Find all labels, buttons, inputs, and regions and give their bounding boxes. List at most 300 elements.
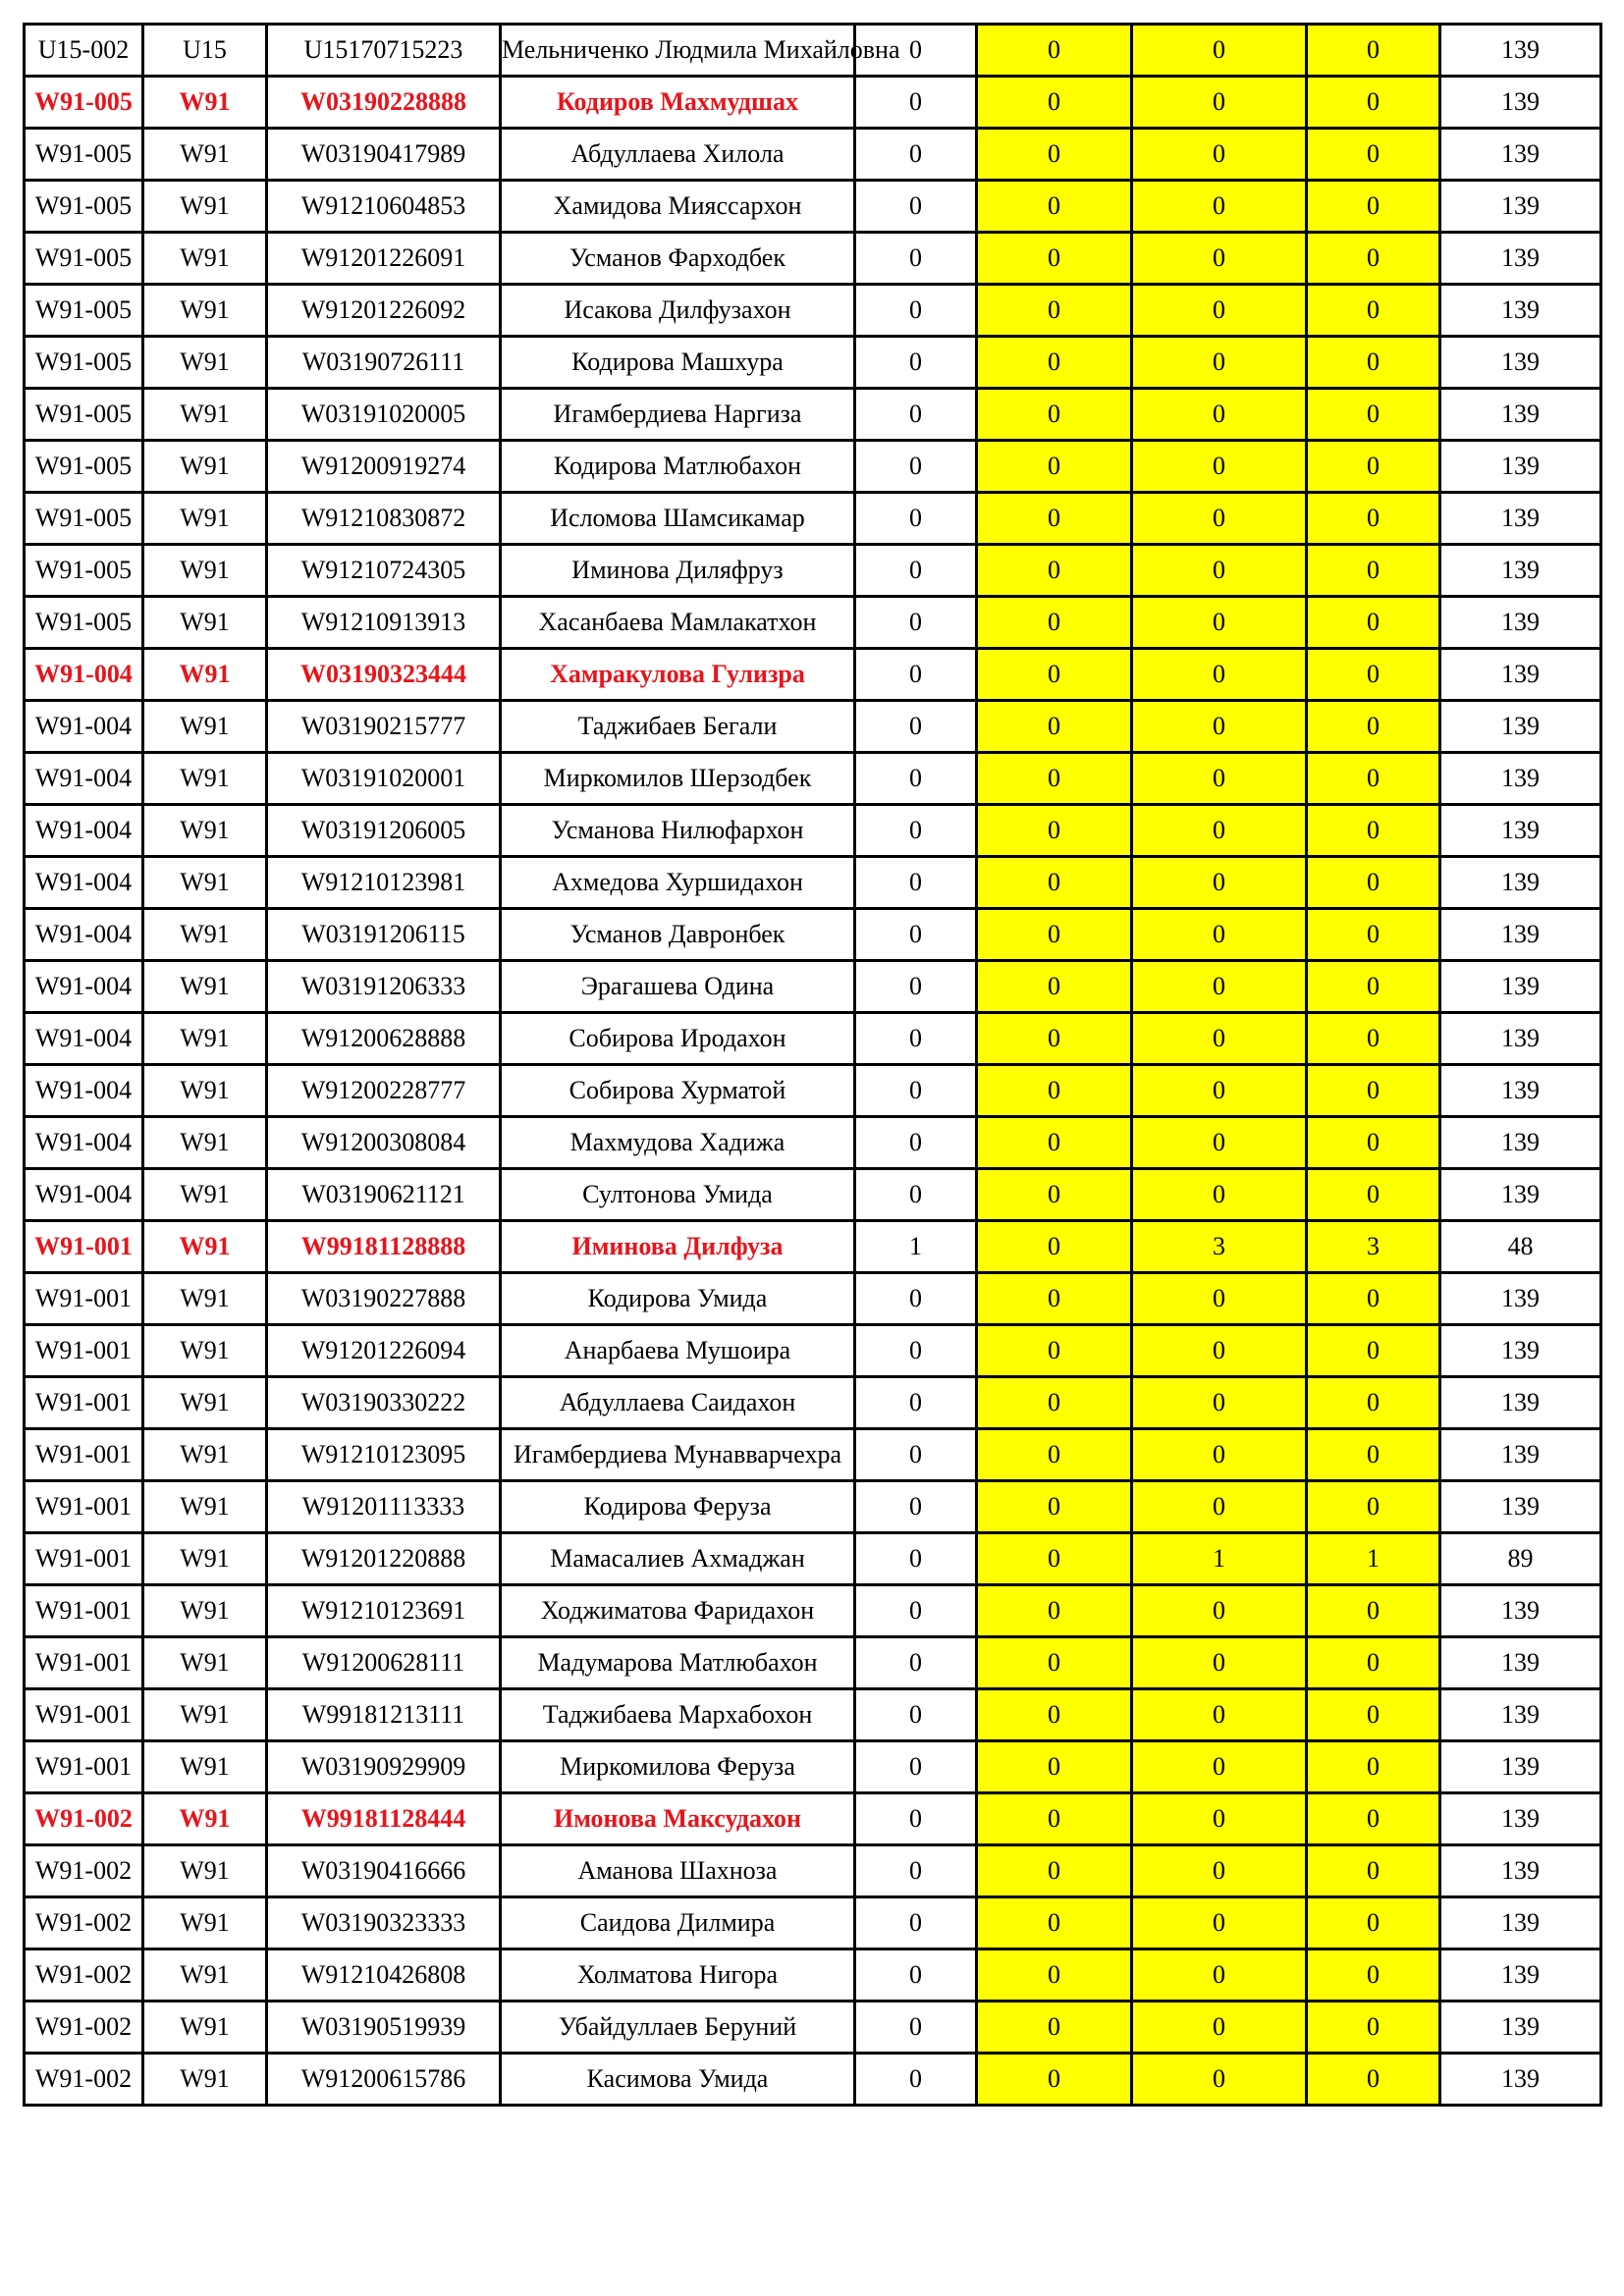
cell-value-1: 0 — [855, 389, 977, 441]
cell-group: W91 — [143, 337, 267, 389]
cell-group: W91 — [143, 805, 267, 857]
cell-value-2: 0 — [977, 1377, 1132, 1429]
cell-group: W91 — [143, 1689, 267, 1741]
table-row — [25, 1793, 1601, 1845]
cell-id: W91201226092 — [267, 285, 501, 337]
cell-value-3: 0 — [1132, 961, 1307, 1013]
table-row — [25, 285, 1601, 337]
cell-group: W91 — [143, 129, 267, 181]
cell-value-2: 0 — [977, 389, 1132, 441]
cell-id: W03190227888 — [267, 1273, 501, 1325]
cell-value-1: 0 — [855, 1013, 977, 1065]
cell-value-5: 139 — [1440, 1169, 1601, 1221]
cell-value-1: 0 — [855, 1741, 977, 1793]
cell-group: W91 — [143, 1845, 267, 1897]
cell-id: W91200919274 — [267, 441, 501, 493]
cell-value-1: 0 — [855, 1481, 977, 1533]
cell-value-3: 0 — [1132, 857, 1307, 909]
cell-value-5: 139 — [1440, 2002, 1601, 2054]
cell-value-1: 0 — [855, 857, 977, 909]
cell-value-4: 0 — [1307, 597, 1440, 649]
cell-value-5: 139 — [1440, 857, 1601, 909]
cell-group: W91 — [143, 1533, 267, 1585]
cell-group: W91 — [143, 1325, 267, 1377]
cell-name: Абдуллаева Саидахон — [501, 1377, 855, 1429]
cell-name: Абдуллаева Хилола — [501, 129, 855, 181]
cell-group: W91 — [143, 2054, 267, 2106]
cell-value-2: 0 — [977, 1117, 1132, 1169]
cell-value-5: 139 — [1440, 1377, 1601, 1429]
table-row — [25, 1221, 1601, 1273]
cell-code: W91-005 — [25, 233, 143, 285]
cell-value-4: 0 — [1307, 1793, 1440, 1845]
cell-value-3: 0 — [1132, 649, 1307, 701]
cell-value-4: 0 — [1307, 1949, 1440, 2002]
cell-value-2: 0 — [977, 1273, 1132, 1325]
cell-value-3: 0 — [1132, 1117, 1307, 1169]
cell-code: W91-002 — [25, 1845, 143, 1897]
cell-value-4: 0 — [1307, 2054, 1440, 2106]
cell-name: Собирова Хурматой — [501, 1065, 855, 1117]
cell-value-3: 1 — [1132, 1533, 1307, 1585]
cell-name: Анарбаева Мушоира — [501, 1325, 855, 1377]
cell-group: W91 — [143, 1741, 267, 1793]
cell-value-2: 0 — [977, 649, 1132, 701]
cell-value-1: 0 — [855, 233, 977, 285]
cell-value-3: 3 — [1132, 1221, 1307, 1273]
cell-value-1: 0 — [855, 909, 977, 961]
cell-value-2: 0 — [977, 77, 1132, 129]
table-row — [25, 493, 1601, 545]
cell-name: Имонова Максудахон — [501, 1793, 855, 1845]
cell-code: W91-005 — [25, 337, 143, 389]
results-table — [23, 23, 1602, 2107]
cell-value-5: 139 — [1440, 233, 1601, 285]
cell-value-3: 0 — [1132, 1585, 1307, 1637]
cell-value-4: 0 — [1307, 77, 1440, 129]
cell-group: W91 — [143, 857, 267, 909]
cell-value-5: 139 — [1440, 1273, 1601, 1325]
cell-value-2: 0 — [977, 1169, 1132, 1221]
cell-name: Таджибаева Мархабохон — [501, 1689, 855, 1741]
cell-group: W91 — [143, 1169, 267, 1221]
cell-value-4: 0 — [1307, 1273, 1440, 1325]
cell-id: W03190228888 — [267, 77, 501, 129]
cell-value-2: 0 — [977, 441, 1132, 493]
cell-group: W91 — [143, 181, 267, 233]
cell-code: W91-001 — [25, 1273, 143, 1325]
cell-name: Ходжиматова Фаридахон — [501, 1585, 855, 1637]
cell-name: Таджибаев Бегали — [501, 701, 855, 753]
cell-value-5: 139 — [1440, 181, 1601, 233]
cell-id: W91200628888 — [267, 1013, 501, 1065]
cell-name: Султонова Умида — [501, 1169, 855, 1221]
cell-value-2: 0 — [977, 285, 1132, 337]
cell-value-5: 139 — [1440, 701, 1601, 753]
cell-name: Хасанбаева Мамлакатхон — [501, 597, 855, 649]
cell-value-5: 139 — [1440, 441, 1601, 493]
cell-group: W91 — [143, 545, 267, 597]
cell-value-2: 0 — [977, 25, 1132, 77]
table-row — [25, 1013, 1601, 1065]
cell-value-3: 0 — [1132, 545, 1307, 597]
cell-value-3: 0 — [1132, 441, 1307, 493]
cell-value-4: 0 — [1307, 805, 1440, 857]
cell-value-3: 0 — [1132, 1429, 1307, 1481]
table-row — [25, 129, 1601, 181]
cell-group: W91 — [143, 1221, 267, 1273]
cell-id: W03190726111 — [267, 337, 501, 389]
cell-value-2: 0 — [977, 1741, 1132, 1793]
cell-id: W03190416666 — [267, 1845, 501, 1897]
cell-code: W91-004 — [25, 857, 143, 909]
cell-value-4: 0 — [1307, 649, 1440, 701]
cell-code: W91-004 — [25, 805, 143, 857]
table-row — [25, 337, 1601, 389]
cell-name: Усманова Нилюфархон — [501, 805, 855, 857]
table-row — [25, 1429, 1601, 1481]
cell-id: W03190519939 — [267, 2002, 501, 2054]
cell-value-1: 0 — [855, 1897, 977, 1949]
cell-code: W91-001 — [25, 1689, 143, 1741]
cell-value-4: 0 — [1307, 1585, 1440, 1637]
cell-value-3: 0 — [1132, 805, 1307, 857]
cell-code: W91-002 — [25, 1793, 143, 1845]
cell-group: W91 — [143, 441, 267, 493]
cell-id: W91210426808 — [267, 1949, 501, 2002]
cell-value-3: 0 — [1132, 753, 1307, 805]
cell-group: W91 — [143, 1429, 267, 1481]
cell-value-3: 0 — [1132, 181, 1307, 233]
cell-id: W91210830872 — [267, 493, 501, 545]
cell-id: W99181128888 — [267, 1221, 501, 1273]
cell-name: Игамбердиева Мунавварчехра — [501, 1429, 855, 1481]
cell-name: Ахмедова Хуршидахон — [501, 857, 855, 909]
cell-value-4: 0 — [1307, 285, 1440, 337]
cell-code: W91-004 — [25, 1117, 143, 1169]
cell-value-2: 0 — [977, 1793, 1132, 1845]
cell-value-1: 0 — [855, 1117, 977, 1169]
table-row — [25, 1845, 1601, 1897]
cell-name: Кодирова Машхура — [501, 337, 855, 389]
cell-value-5: 139 — [1440, 1949, 1601, 2002]
table-row — [25, 233, 1601, 285]
cell-group: W91 — [143, 1585, 267, 1637]
cell-value-3: 0 — [1132, 337, 1307, 389]
cell-name: Мадумарова Матлюбахон — [501, 1637, 855, 1689]
cell-id: W03191020001 — [267, 753, 501, 805]
cell-value-3: 0 — [1132, 2054, 1307, 2106]
cell-code: W91-004 — [25, 701, 143, 753]
cell-value-2: 0 — [977, 2054, 1132, 2106]
table-row — [25, 1897, 1601, 1949]
cell-group: W91 — [143, 1065, 267, 1117]
cell-code: W91-004 — [25, 909, 143, 961]
cell-value-5: 139 — [1440, 77, 1601, 129]
cell-name: Миркомилова Феруза — [501, 1741, 855, 1793]
cell-value-5: 48 — [1440, 1221, 1601, 1273]
cell-value-1: 0 — [855, 493, 977, 545]
cell-value-4: 0 — [1307, 753, 1440, 805]
cell-value-4: 1 — [1307, 1533, 1440, 1585]
cell-value-3: 0 — [1132, 909, 1307, 961]
cell-value-2: 0 — [977, 857, 1132, 909]
cell-name: Кодирова Феруза — [501, 1481, 855, 1533]
cell-value-2: 0 — [977, 961, 1132, 1013]
cell-code: W91-002 — [25, 1949, 143, 2002]
cell-value-2: 0 — [977, 493, 1132, 545]
cell-group: W91 — [143, 77, 267, 129]
cell-name: Исакова Дилфузахон — [501, 285, 855, 337]
cell-code: W91-005 — [25, 493, 143, 545]
cell-name: Касимова Умида — [501, 2054, 855, 2106]
cell-group: W91 — [143, 1117, 267, 1169]
cell-code: U15-002 — [25, 25, 143, 77]
cell-value-1: 0 — [855, 1637, 977, 1689]
cell-group: W91 — [143, 961, 267, 1013]
cell-code: W91-004 — [25, 961, 143, 1013]
cell-name: Иминова Дилфуза — [501, 1221, 855, 1273]
table-row — [25, 1585, 1601, 1637]
cell-value-4: 0 — [1307, 181, 1440, 233]
cell-code: W91-001 — [25, 1741, 143, 1793]
cell-value-1: 0 — [855, 77, 977, 129]
cell-value-4: 0 — [1307, 1429, 1440, 1481]
cell-value-4: 0 — [1307, 1065, 1440, 1117]
cell-name: Миркомилов Шерзодбек — [501, 753, 855, 805]
cell-code: W91-004 — [25, 1065, 143, 1117]
cell-name: Мельниченко Людмила Михайловна — [501, 25, 855, 77]
cell-value-2: 0 — [977, 1325, 1132, 1377]
cell-code: W91-001 — [25, 1377, 143, 1429]
table-row — [25, 1169, 1601, 1221]
cell-value-1: 0 — [855, 2054, 977, 2106]
cell-id: W91200615786 — [267, 2054, 501, 2106]
cell-value-1: 0 — [855, 337, 977, 389]
cell-value-2: 0 — [977, 1065, 1132, 1117]
cell-code: W91-001 — [25, 1533, 143, 1585]
cell-value-2: 0 — [977, 1845, 1132, 1897]
cell-id: W91200628111 — [267, 1637, 501, 1689]
table-row — [25, 805, 1601, 857]
cell-value-4: 0 — [1307, 1481, 1440, 1533]
cell-value-2: 0 — [977, 1013, 1132, 1065]
cell-value-1: 0 — [855, 1793, 977, 1845]
cell-code: W91-001 — [25, 1221, 143, 1273]
cell-id: W03190323444 — [267, 649, 501, 701]
table-row — [25, 1689, 1601, 1741]
cell-value-4: 0 — [1307, 545, 1440, 597]
cell-code: W91-001 — [25, 1325, 143, 1377]
cell-value-2: 0 — [977, 1481, 1132, 1533]
table-row — [25, 1741, 1601, 1793]
cell-code: W91-004 — [25, 1169, 143, 1221]
cell-value-2: 0 — [977, 233, 1132, 285]
table-body — [25, 25, 1601, 2106]
cell-group: W91 — [143, 493, 267, 545]
cell-value-5: 139 — [1440, 1793, 1601, 1845]
cell-value-1: 0 — [855, 805, 977, 857]
cell-value-4: 0 — [1307, 1845, 1440, 1897]
cell-value-4: 0 — [1307, 1377, 1440, 1429]
cell-value-1: 0 — [855, 649, 977, 701]
cell-value-5: 139 — [1440, 1429, 1601, 1481]
cell-value-3: 0 — [1132, 1325, 1307, 1377]
cell-value-3: 0 — [1132, 1481, 1307, 1533]
table-row — [25, 181, 1601, 233]
cell-id: W03191206115 — [267, 909, 501, 961]
cell-value-5: 139 — [1440, 1117, 1601, 1169]
cell-code: W91-005 — [25, 441, 143, 493]
cell-code: W91-005 — [25, 389, 143, 441]
cell-value-3: 0 — [1132, 1897, 1307, 1949]
cell-group: W91 — [143, 1637, 267, 1689]
cell-value-4: 0 — [1307, 441, 1440, 493]
cell-name: Холматова Нигора — [501, 1949, 855, 2002]
cell-value-1: 0 — [855, 1585, 977, 1637]
cell-id: W03190215777 — [267, 701, 501, 753]
cell-group: U15 — [143, 25, 267, 77]
cell-value-5: 139 — [1440, 545, 1601, 597]
cell-code: W91-001 — [25, 1637, 143, 1689]
table-row — [25, 1065, 1601, 1117]
cell-value-5: 139 — [1440, 649, 1601, 701]
cell-value-3: 0 — [1132, 1793, 1307, 1845]
cell-value-5: 139 — [1440, 1013, 1601, 1065]
cell-value-4: 0 — [1307, 857, 1440, 909]
cell-value-5: 139 — [1440, 129, 1601, 181]
cell-name: Эрагашева Одина — [501, 961, 855, 1013]
cell-value-1: 0 — [855, 1273, 977, 1325]
table-row — [25, 1481, 1601, 1533]
cell-code: W91-005 — [25, 285, 143, 337]
cell-code: W91-005 — [25, 77, 143, 129]
cell-value-4: 0 — [1307, 1897, 1440, 1949]
cell-value-2: 0 — [977, 1637, 1132, 1689]
cell-value-3: 0 — [1132, 2002, 1307, 2054]
cell-id: W91201113333 — [267, 1481, 501, 1533]
cell-value-3: 0 — [1132, 1377, 1307, 1429]
cell-name: Саидова Дилмира — [501, 1897, 855, 1949]
cell-id: W91210123095 — [267, 1429, 501, 1481]
cell-id: W03190417989 — [267, 129, 501, 181]
cell-id: W91201226094 — [267, 1325, 501, 1377]
cell-value-2: 0 — [977, 181, 1132, 233]
cell-value-4: 0 — [1307, 233, 1440, 285]
cell-id: W91200228777 — [267, 1065, 501, 1117]
cell-value-4: 0 — [1307, 129, 1440, 181]
cell-value-5: 139 — [1440, 1897, 1601, 1949]
cell-id: W03191206333 — [267, 961, 501, 1013]
table-row — [25, 1273, 1601, 1325]
cell-value-2: 0 — [977, 701, 1132, 753]
cell-value-4: 0 — [1307, 961, 1440, 1013]
cell-value-4: 3 — [1307, 1221, 1440, 1273]
table-row — [25, 857, 1601, 909]
cell-value-4: 0 — [1307, 1741, 1440, 1793]
cell-value-3: 0 — [1132, 389, 1307, 441]
cell-value-2: 0 — [977, 2002, 1132, 2054]
cell-value-2: 0 — [977, 1897, 1132, 1949]
cell-value-1: 0 — [855, 545, 977, 597]
cell-value-5: 139 — [1440, 493, 1601, 545]
cell-value-1: 0 — [855, 1429, 977, 1481]
cell-value-1: 0 — [855, 597, 977, 649]
cell-value-4: 0 — [1307, 1117, 1440, 1169]
cell-code: W91-004 — [25, 1013, 143, 1065]
cell-value-4: 0 — [1307, 909, 1440, 961]
cell-code: W91-005 — [25, 129, 143, 181]
cell-name: Кодирова Матлюбахон — [501, 441, 855, 493]
table-row — [25, 1533, 1601, 1585]
cell-value-1: 0 — [855, 1845, 977, 1897]
cell-group: W91 — [143, 1377, 267, 1429]
table-row — [25, 441, 1601, 493]
cell-value-5: 139 — [1440, 285, 1601, 337]
cell-value-5: 89 — [1440, 1533, 1601, 1585]
cell-value-1: 0 — [855, 1065, 977, 1117]
table-row — [25, 701, 1601, 753]
cell-group: W91 — [143, 2002, 267, 2054]
cell-value-5: 139 — [1440, 337, 1601, 389]
cell-value-3: 0 — [1132, 1845, 1307, 1897]
table-row — [25, 1949, 1601, 2002]
cell-value-1: 0 — [855, 1533, 977, 1585]
cell-value-3: 0 — [1132, 1741, 1307, 1793]
cell-value-1: 0 — [855, 1325, 977, 1377]
cell-id: W91210724305 — [267, 545, 501, 597]
cell-value-2: 0 — [977, 753, 1132, 805]
cell-value-5: 139 — [1440, 1325, 1601, 1377]
cell-value-3: 0 — [1132, 493, 1307, 545]
cell-value-5: 139 — [1440, 389, 1601, 441]
cell-id: W91210604853 — [267, 181, 501, 233]
cell-group: W91 — [143, 1793, 267, 1845]
cell-value-2: 0 — [977, 805, 1132, 857]
cell-id: W03191206005 — [267, 805, 501, 857]
cell-name: Хамракулова Гулизра — [501, 649, 855, 701]
cell-group: W91 — [143, 389, 267, 441]
cell-id: W99181213111 — [267, 1689, 501, 1741]
table-row — [25, 77, 1601, 129]
cell-value-2: 0 — [977, 545, 1132, 597]
cell-name: Аманова Шахноза — [501, 1845, 855, 1897]
cell-code: W91-004 — [25, 649, 143, 701]
cell-code: W91-001 — [25, 1585, 143, 1637]
cell-value-5: 139 — [1440, 1637, 1601, 1689]
cell-group: W91 — [143, 701, 267, 753]
table-row — [25, 2002, 1601, 2054]
cell-value-1: 0 — [855, 701, 977, 753]
cell-value-3: 0 — [1132, 1689, 1307, 1741]
cell-id: W91201226091 — [267, 233, 501, 285]
cell-group: W91 — [143, 1949, 267, 2002]
cell-name: Убайдуллаев Беруний — [501, 2002, 855, 2054]
cell-value-2: 0 — [977, 129, 1132, 181]
cell-group: W91 — [143, 1897, 267, 1949]
cell-value-2: 0 — [977, 1221, 1132, 1273]
cell-name: Махмудова Хадижа — [501, 1117, 855, 1169]
cell-group: W91 — [143, 597, 267, 649]
cell-value-5: 139 — [1440, 1741, 1601, 1793]
cell-value-3: 0 — [1132, 77, 1307, 129]
cell-value-4: 0 — [1307, 1689, 1440, 1741]
cell-code: W91-002 — [25, 1897, 143, 1949]
cell-value-1: 0 — [855, 1949, 977, 2002]
cell-value-3: 0 — [1132, 1065, 1307, 1117]
table-row — [25, 1637, 1601, 1689]
cell-id: W03190929909 — [267, 1741, 501, 1793]
